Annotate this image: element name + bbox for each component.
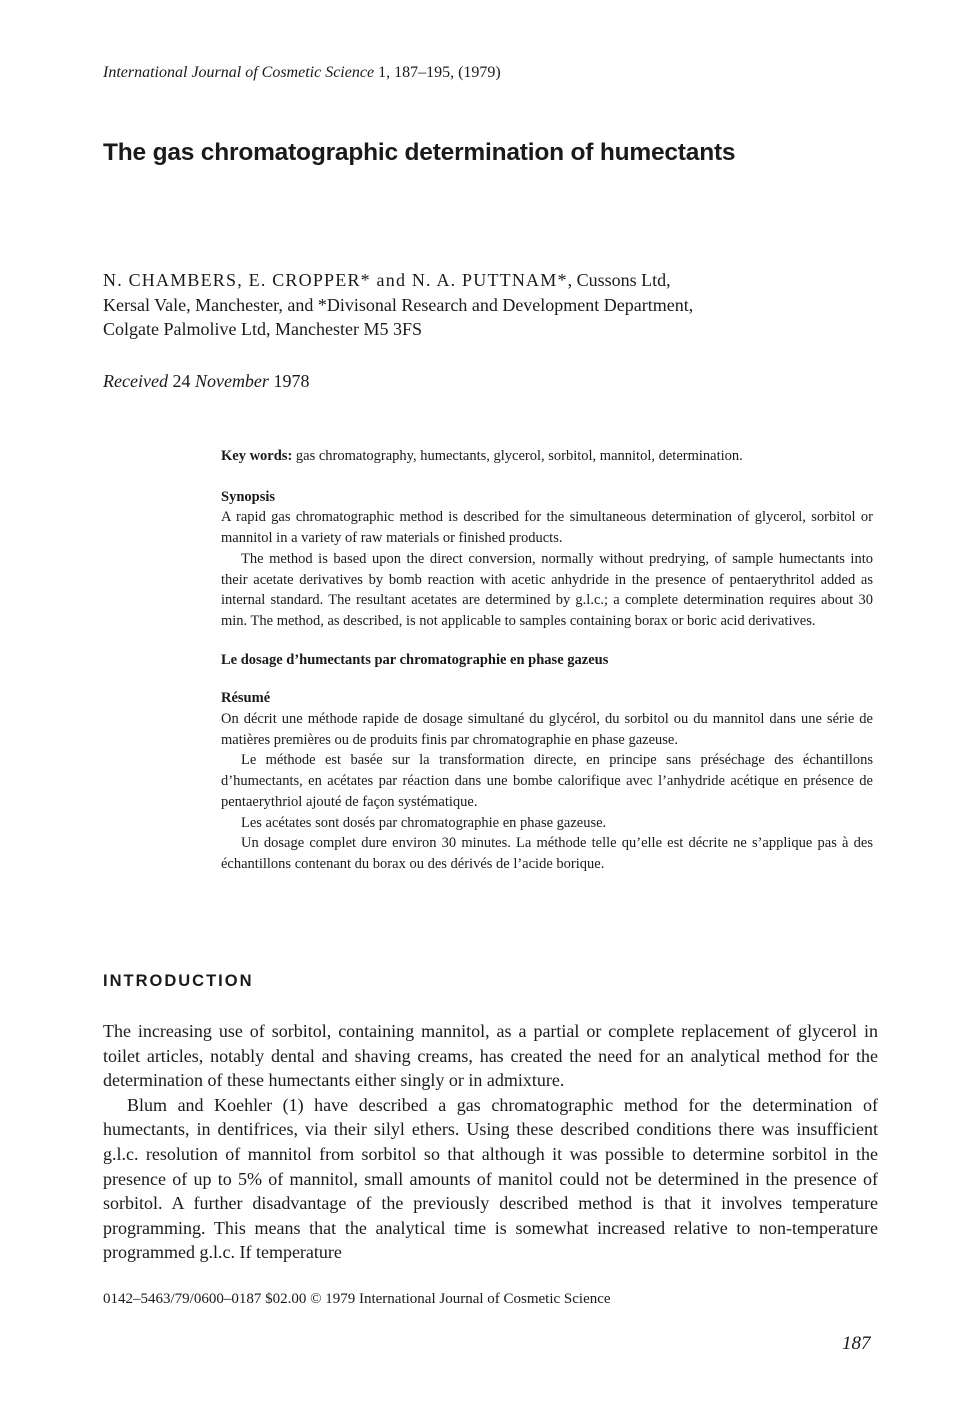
affiliation-line-2: Kersal Vale, Manchester, and *Divisonal Research and Development Department, [103,294,694,315]
citation-details: 1, 187–195, (1979) [374,64,501,81]
received-day: 24 [167,371,195,391]
copyright-line: 0142–5463/79/0600–0187 $02.00 © 1979 International Journal of Cosmetic Science [103,1291,611,1307]
resume-paragraph-2: Le méthode est basée sur la transformation directe, en principe sans préséchage des échantillons d’humectants, en acétates par réaction dans une bombe calorifique avec l’anhydride acétique en présence de pentaerythriol ajouté de façon systématique. [221,752,873,810]
keywords-list: gas chromatography, humectants, glycerol, sorbitol, mannitol, determination. [292,448,743,464]
keywords [221,446,873,467]
synopsis-heading: Synopsis [221,488,276,505]
journal-citation [103,64,501,82]
author-line-1 [103,268,893,293]
resume-paragraph-3: Les acétates sont dosés par chromatographie en phase gazeuse. [241,814,607,831]
resume-paragraph-1: On décrit une méthode rapide de dosage simultané du glycérol, du sorbitol ou du mannitol dans une série de matières premières ou de produits finis par chromatographie en phase gazeuse. [221,711,873,748]
keywords-label: Key words: [221,448,293,464]
synopsis-paragraph-2: The method is based upon the direct conversion, normally without predrying, of sample humectants into their acetate derivatives by bomb reaction with acetic anhydride in the presence of pentaerythritol added as internal standard. The resultant acetates are determined by g.l.c.; a complete determination requires about 30 min. The method, as described, is not applicable to samples containing borax or boric acid derivatives. [221,550,873,629]
introduction-body [103,1019,878,1265]
resume-paragraph-4: Un dosage complet dure environ 30 minutes. La méthode telle qu’elle est décrite ne s’applique pas à des échantillons contenant du borax ou des dérivés de l’acide borique. [221,835,873,872]
page-number: 187 [842,1333,871,1354]
introduction-paragraph-1: The increasing use of sorbitol, containing mannitol, as a partial or complete replacement of glycerol in toilet articles, notably dental and shaving creams, has created the need for an analytical method for the determination of these humectants either singly or in admixture. [103,1021,878,1091]
synopsis-paragraph-1: A rapid gas chromatographic method is described for the simultaneous determination of glycerol, sorbitol or mannitol in a variety of raw materials or finished products. [221,509,873,547]
received-date [103,371,309,392]
introduction-paragraph-2: Blum and Koehler (1) have described a gas chromatographic method for the determination of humectants, in dentifrices, via their silyl ethers. Using these described conditions there was insufficient g.l.c. resolution of mannitol from sorbitol so that although it was possible to determine sorbitol in the presence of up to 5% of mannitol, small amounts of manitol could not be determined in the presence of sorbitol. A further disadvantage of the previously described method is that it involves temperature programming. This means that the analytical time is somewhat increased relative to non-temperature programmed g.l.c. If temperature [103,1094,878,1263]
journal-name: International Journal of Cosmetic Science [103,64,375,81]
received-year: 1978 [268,371,310,391]
received-month: November [194,371,269,391]
article-title: The gas chromatographic determination of humectants [103,139,736,166]
author-block [103,268,893,342]
author-names: N. CHAMBERS, E. CROPPER* and N. A. PUTTNAM* [103,270,568,290]
received-label: Received [103,371,168,391]
affiliation-start: , Cussons Ltd, [567,270,671,290]
introduction-heading: INTRODUCTION [103,972,254,990]
abstract-block [221,446,873,875]
french-title: Le dosage d’humectants par chromatographie en phase gazeus [221,651,609,668]
resume-heading: Résumé [221,690,271,707]
affiliation-line-3: Colgate Palmolive Ltd, Manchester M5 3FS [103,319,422,339]
